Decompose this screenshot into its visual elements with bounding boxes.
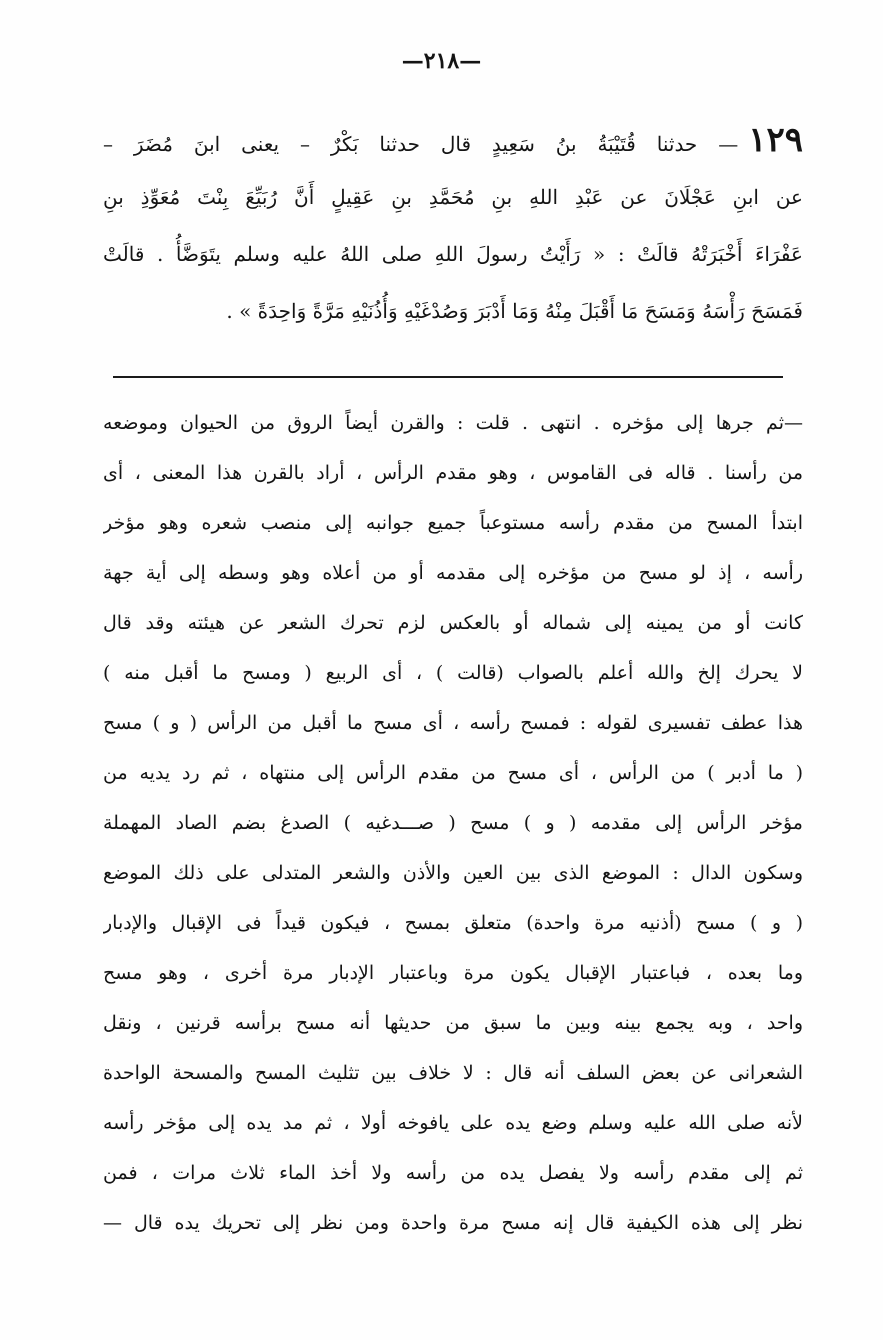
- hadith-number: ١٢٩: [748, 120, 803, 160]
- hadith-text: [103, 112, 803, 340]
- commentary-line: لأنه صلى الله عليه وسلم وضع يده على يافوخه أولا ، ثم مد يده إلى مؤخر رأسه: [103, 1112, 803, 1134]
- commentary-line: الشعرانى عن بعض السلف أنه قال : لا خلاف بين تثليث المسح والمسحة الواحدة: [103, 1062, 803, 1084]
- commentary-line: مؤخر الرأس إلى مقدمه ( و ) مسح ( صـــدغيه ) الصدغ بضم الصاد المهملة: [103, 812, 803, 834]
- commentary-line: ( و ) مسح (أذنيه مرة واحدة) متعلق بمسح ، فيكون قيداً فى الإقبال والإدبار: [103, 912, 803, 934]
- commentary-line: رأسه ، إذ لو مسح من مؤخره إلى مقدمه أو من أعلاه وهو وسطه إلى أية جهة: [103, 562, 803, 584]
- commentary-line: ( ما أدبر ) من الرأس ، أى مسح من مقدم الرأس إلى منتهاه ، ثم رد يديه من: [103, 762, 803, 784]
- page-number: —٢١٨—: [401, 48, 482, 74]
- commentary-line: من رأسنا . قاله فى القاموس ، وهو مقدم الرأس ، أراد بالقرن هذا المعنى ، أى: [103, 462, 803, 484]
- commentary-line: كانت أو من يمينه إلى شماله أو بالعكس لزم تحرك الشعر عن هيئته وقد قال: [103, 612, 803, 634]
- commentary-line: —ثم جرها إلى مؤخره . انتهى . قلت : والقرن أيضاً الروق من الحيوان وموضعه: [103, 412, 803, 434]
- commentary-line: ثم إلى مقدم رأسه ولا يفصل يده من رأسه ولا أخذ الماء ثلاث مرات ، فمن: [103, 1162, 803, 1184]
- hadith-line: عَفْرَاءَ أَخْبَرَتْهُ قالَتْ : « رَأَيْتُ رسولَ اللهِ صلى اللهُ عليه وسلم يتَوَضَّأُ . قالَتْ: [103, 242, 803, 266]
- hadith-line: فَمَسَحَ رَأْسَهُ وَمَسَحَ مَا أَقْبَلَ مِنْهُ وَمَا أَدْبَرَ وَصُدْغَيْهِ وَأُذُنَيْهِ مَرَّةً وَاحِدَةً » .: [226, 299, 803, 323]
- commentary-text: [103, 398, 803, 1248]
- hadith-line: [103, 112, 803, 169]
- section-divider: [113, 376, 783, 378]
- commentary-line: وما بعده ، فباعتبار الإقبال يكون مرة وباعتبار الإدبار مرة أخرى ، وهو مسح: [103, 962, 803, 984]
- commentary-line: هذا عطف تفسيرى لقوله : فمسح رأسه ، أى مسح ما أقبل من الرأس ( و ) مسح: [103, 712, 803, 734]
- commentary-line: وسكون الدال : الموضع الذى بين العين والأذن والشعر المتدلى على ذلك الموضع: [103, 862, 803, 884]
- hadith-line-text: — حدثنا قُتَيْبَةُ بنُ سَعِيدٍ قال حدثنا بَكْرٌ – يعنى ابنَ مُضَرَ –: [103, 132, 739, 156]
- commentary-line: نظر إلى هذه الكيفية قال إنه مسح مرة واحدة ومن نظر إلى تحريك يده قال —: [103, 1212, 803, 1234]
- commentary-line: ابتدأ المسح من مقدم رأسه مستوعباً جميع جوانبه إلى منصب شعره وهو مؤخر: [103, 512, 803, 534]
- commentary-line: لا يحرك إلخ والله أعلم بالصواب (قالت ) ، أى الربيع ( ومسح ما أقبل منه ): [103, 662, 803, 684]
- commentary-line: واحد ، وبه يجمع بينه وبين ما سبق من حديثها أنه مسح برأسه قرنين ، ونقل: [103, 1012, 803, 1034]
- hadith-line: عن ابنِ عَجْلَانَ عن عَبْدِ اللهِ بنِ مُحَمَّدِ بنِ عَقِيلٍ أَنَّ رُبَيِّعَ بِنْتَ مُعَوِّذِ بنِ: [103, 185, 803, 209]
